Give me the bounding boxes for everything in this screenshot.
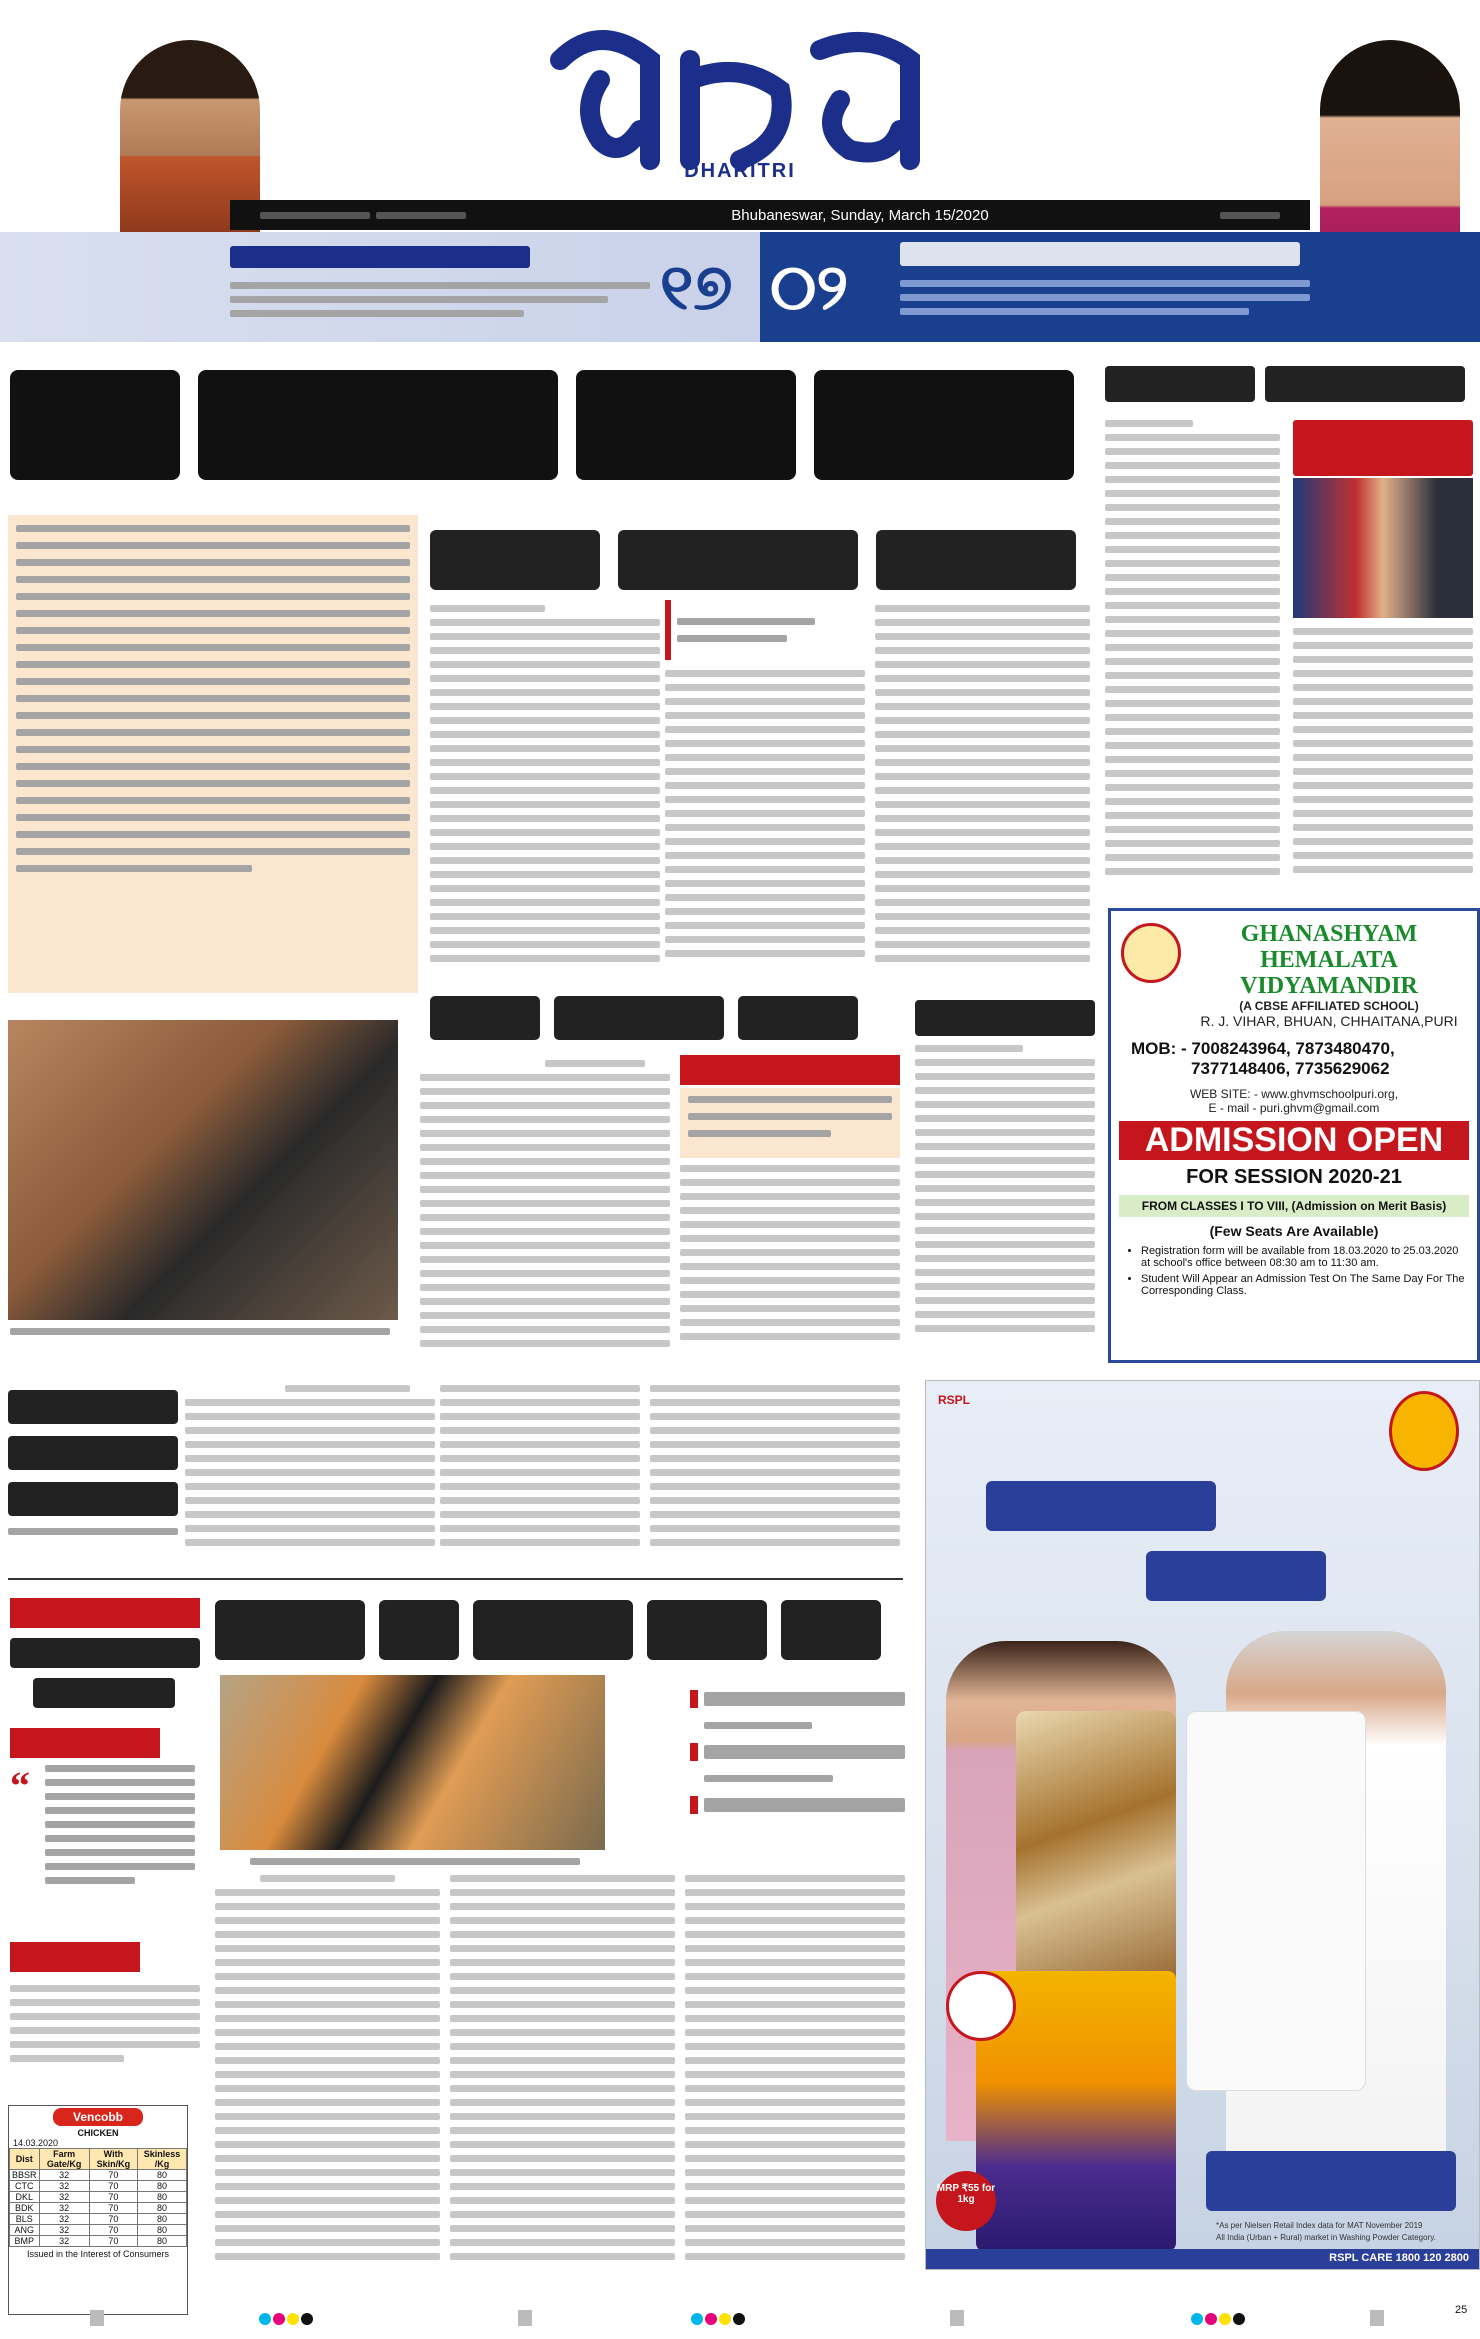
- india-story-col1: [430, 605, 660, 990]
- school-session: FOR SESSION 2020-21: [1186, 1166, 1402, 1188]
- admission-open-banner: ADMISSION OPEN: [1119, 1121, 1469, 1160]
- tiger-headline: [215, 1595, 905, 1665]
- vencobb-sub: CHICKEN: [77, 2128, 119, 2138]
- rates-cell: 32: [39, 2225, 89, 2236]
- editorial-tab: [10, 1598, 200, 1628]
- rates-header-cell: With Skin/Kg: [89, 2149, 137, 2170]
- ghadi-logo-top: [1389, 1391, 1459, 1471]
- rates-row: [10, 2214, 187, 2225]
- maoist-story-col2: [440, 1385, 640, 1565]
- teaser-sports: [0, 232, 760, 342]
- dateline-bar: [230, 200, 1310, 230]
- rates-cell: 70: [89, 2214, 137, 2225]
- rates-header-cell: Farm Gate/Kg: [39, 2149, 89, 2170]
- teaser-sports-page-number: ୧୭: [660, 251, 733, 323]
- exam-story-col1: [420, 1060, 670, 1370]
- rates-cell: 70: [89, 2170, 137, 2181]
- rates-header-cell: Dist: [10, 2149, 40, 2170]
- maoist-headline: [8, 1390, 178, 1570]
- dateline-english: Bhubaneswar, Sunday, March 15/2020: [731, 206, 989, 224]
- logo-latin: DHARITRI: [684, 160, 796, 182]
- vencobb-logo: Vencobb: [53, 2108, 143, 2126]
- school-email: E - mail - puri.ghvm@gmail.com: [1208, 1101, 1380, 1115]
- rates-cell: BLS: [10, 2214, 40, 2225]
- school-mobile-2: 7377148406, 7735629062: [1191, 1059, 1390, 1078]
- rates-cell: BBSR: [10, 2170, 40, 2181]
- editorial-headline: [10, 1638, 200, 1718]
- ghadi-detergent-ad: [925, 1380, 1480, 2270]
- india-headline: [430, 525, 1080, 595]
- rates-cell: 70: [89, 2181, 137, 2192]
- rates-row: [10, 2192, 187, 2203]
- tiger-points: [690, 1690, 905, 1850]
- maoist-story-col3: [650, 1385, 900, 1565]
- tiger-story-col1: [215, 1875, 440, 2295]
- page-label-odia: [1220, 212, 1280, 219]
- school-website: WEB SITE: - www.ghvmschoolpuri.org,: [1189, 1087, 1399, 1101]
- rates-cell: 32: [39, 2236, 89, 2247]
- vencobb-date: 14.03.2020: [13, 2138, 59, 2148]
- tiger-story-col3: [685, 1875, 905, 2295]
- reg-block-1: [90, 2310, 104, 2326]
- chicken-rate-box: [8, 2105, 188, 2315]
- ghadi-footnote-2: All India (Urban + Rural) market in Washing Powder Category.: [1216, 2233, 1436, 2242]
- corona-fear-points: [680, 1088, 900, 1158]
- white-shirt: [1186, 1711, 1366, 2091]
- rates-cell: 32: [39, 2170, 89, 2181]
- school-note-1: • Registration form will be available from 18.03.2020 to 25.03.2020 at school's office between 08:30 am to 11:30 am.: [1141, 1245, 1467, 1269]
- rates-cell: 32: [39, 2192, 89, 2203]
- corona-fear-tab: [680, 1055, 900, 1085]
- rates-row: [10, 2181, 187, 2192]
- us-emergency-headline: [1105, 360, 1475, 408]
- reg-block-2: [518, 2310, 532, 2326]
- screening-photo: [8, 1020, 398, 1320]
- farmer-headline: [915, 1000, 1095, 1036]
- us-emergency-text: [1105, 420, 1280, 890]
- rates-cell: 80: [137, 2170, 186, 2181]
- trump-label: [1293, 420, 1473, 476]
- teaser-entertainment: [760, 232, 1480, 342]
- rates-cell: 32: [39, 2203, 89, 2214]
- rates-header-cell: Skinless /Kg: [137, 2149, 186, 2170]
- exam-story-col2: [680, 1165, 900, 1365]
- school-affiliation: (A CBSE AFFILIATED SCHOOL): [1239, 999, 1419, 1013]
- rates-cell: 80: [137, 2192, 186, 2203]
- rates-row: [10, 2170, 187, 2181]
- no1-badge: [946, 1971, 1016, 2041]
- quote-mark-icon: “: [10, 1763, 30, 1808]
- ghadi-tagline: [986, 1481, 1216, 1531]
- tiger-photo: [220, 1675, 605, 1850]
- color-dots-2: [690, 2310, 746, 2329]
- maoist-story-col1: [185, 1385, 435, 1565]
- ghadi-bottom-slogan: [1206, 2151, 1456, 2211]
- some-facts-tab: [10, 1942, 140, 1972]
- tiger-caption: [250, 1858, 580, 1865]
- rates-cell: 32: [39, 2214, 89, 2225]
- trump-photo: [1293, 478, 1473, 618]
- mrp-badge: MRP ₹55 for 1kg: [936, 2171, 996, 2231]
- school-classes: FROM CLASSES I TO VIII, (Admission on Merit Basis): [1119, 1195, 1469, 1217]
- india-story-col2: [665, 670, 865, 990]
- rates-cell: 32: [39, 2181, 89, 2192]
- school-mobile: MOB: - 7008243964, 7873480470,: [1131, 1039, 1395, 1058]
- us-emergency-text-2: [1293, 628, 1473, 890]
- india-story-col3: [875, 605, 1090, 990]
- page-number: 25: [1455, 2304, 1468, 2316]
- school-seats: (Few Seats Are Available): [1209, 1223, 1379, 1239]
- color-dots-3: [1190, 2310, 1246, 2329]
- school-address: R. J. VIHAR, BHUAN, CHHAITANA,PURI: [1200, 1013, 1458, 1029]
- rates-cell: BMP: [10, 2236, 40, 2247]
- farmer-story: [915, 1045, 1095, 1365]
- rates-row: [10, 2203, 187, 2214]
- rates-cell: 80: [137, 2236, 186, 2247]
- reg-block-4: [1370, 2310, 1384, 2326]
- masthead: [0, 0, 1480, 200]
- rates-cell: 70: [89, 2203, 137, 2214]
- some-facts-text: [10, 1985, 200, 2095]
- teaser-entertainment-page-number: ୦୨: [770, 251, 849, 323]
- rates-row: [10, 2225, 187, 2236]
- reg-block-3: [950, 2310, 964, 2326]
- section-divider: [8, 1578, 903, 1580]
- rates-cell: 80: [137, 2203, 186, 2214]
- vencobb-footer: Issued in the Interest of Consumers: [26, 2249, 170, 2259]
- rates-cell: ANG: [10, 2225, 40, 2236]
- rates-cell: 80: [137, 2225, 186, 2236]
- rates-cell: 70: [89, 2225, 137, 2236]
- teaser-entertainment-headline: [900, 242, 1300, 266]
- rates-table: [9, 2148, 187, 2247]
- print-registration-marks: [0, 2300, 1480, 2339]
- teaser-sports-headline: [230, 246, 530, 268]
- teaser-entertainment-text: [900, 280, 1310, 315]
- screening-caption: [10, 1328, 390, 1335]
- school-note-2: • Student Will Appear an Admission Test On The Same Day For The Corresponding Class.: [1141, 1273, 1467, 1297]
- rates-cell: 80: [137, 2181, 186, 2192]
- rates-cell: BDK: [10, 2203, 40, 2214]
- lead-intro: [8, 515, 418, 993]
- rates-cell: CTC: [10, 2181, 40, 2192]
- tiger-story-col2: [450, 1875, 675, 2295]
- rspl-care: RSPL CARE 1800 120 2800: [926, 2249, 1479, 2269]
- today-thought-tab: [10, 1728, 160, 1758]
- ghadi-tagline-2: [1146, 1551, 1326, 1601]
- school-admission-ad: [1108, 908, 1480, 1363]
- school-name: GHANASHYAM HEMALATA VIDYAMANDIR: [1240, 921, 1418, 999]
- stained-shirt: [1016, 1711, 1176, 2001]
- rates-cell: 70: [89, 2236, 137, 2247]
- india-pullquote: [665, 600, 815, 660]
- teaser-sports-text: [230, 282, 650, 317]
- today-thought-text: [45, 1765, 195, 1915]
- rates-cell: DKL: [10, 2192, 40, 2203]
- school-emblem: [1121, 923, 1181, 983]
- rspl-logo: RSPL: [938, 1393, 971, 1407]
- dateline-odia: [260, 212, 500, 219]
- dharitri-logo: [540, 20, 940, 180]
- ghadi-footnote-1: *As per Nielsen Retail Index data for MAT November 2019: [1216, 2221, 1423, 2230]
- main-headline: [10, 350, 1080, 500]
- rates-cell: 70: [89, 2192, 137, 2203]
- exam-headline: [430, 990, 880, 1046]
- color-dots-1: [258, 2310, 314, 2329]
- rates-row: [10, 2236, 187, 2247]
- rates-cell: 80: [137, 2214, 186, 2225]
